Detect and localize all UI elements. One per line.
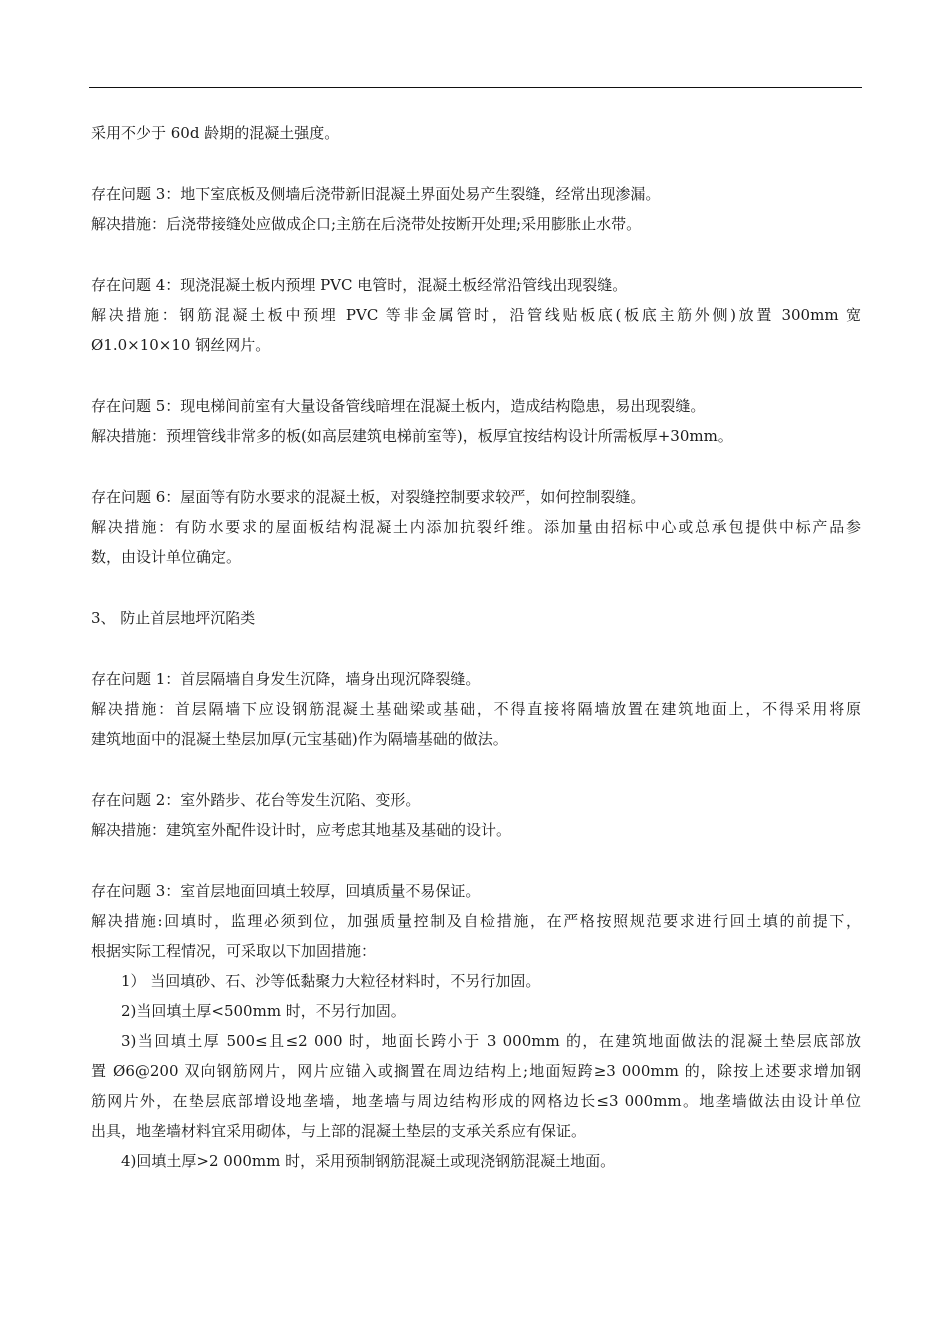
solution-6-line-2: 数，由设计单位确定。 <box>91 548 242 566</box>
solution-4-line-2: Ø1.0×10×10 钢丝网片。 <box>91 336 271 354</box>
floor-solution-1-line-1: 解决措施：首层隔墙下应设钢筋混凝土基础梁或基础，不得直接将隔墙放置在建筑地面上，不得采用将原 <box>91 700 861 718</box>
measure-3-line-2: 置 Ø6@200 双向钢筋网片，网片应锚入或搁置在周边结构上;地面短跨≥3 000mm 的，除按上述要求增加钢 <box>91 1062 861 1080</box>
floor-problem-2-line: 存在问题 2：室外踏步、花台等发生沉陷、变形。 <box>91 791 421 809</box>
solution-3-basement-line: 解决措施：后浇带接缝处应做成企口;主筋在后浇带处按断开处理;采用膨胀止水带。 <box>91 215 642 233</box>
document-body <box>91 118 861 1176</box>
solution-4-line-1: 解决措施：钢筋混凝土板中预埋 PVC 等非金属管时，沿管线贴板底(板底主筋外侧)放置 300mm 宽 <box>91 306 861 324</box>
floor-solution-2-line: 解决措施：建筑室外配件设计时，应考虑其地基及基础的设计。 <box>91 821 512 839</box>
header-rule <box>89 87 862 88</box>
floor-solution-3-line-1: 解决措施:回填时，监理必须到位，加强质量控制及自检措施，在严格按照规范要求进行回土填的前提下， <box>91 912 861 930</box>
problem-4-line: 存在问题 4：现浇混凝土板内预埋 PVC 电管时，混凝土板经常沿管线出现裂缝。 <box>91 276 628 294</box>
problem-6-line: 存在问题 6：屋面等有防水要求的混凝土板，对裂缝控制要求较严，如何控制裂缝。 <box>91 488 646 506</box>
measure-2-line: 2)当回填土厚<500mm 时，不另行加固。 <box>121 1002 406 1020</box>
floor-solution-3-line-2: 根据实际工程情况，可采取以下加固措施： <box>91 942 377 960</box>
problem-3-basement-line: 存在问题 3：地下室底板及侧墙后浇带新旧混凝土界面处易产生裂缝，经常出现渗漏。 <box>91 185 661 203</box>
measure-3-line-3: 筋网片外，在垫层底部增设地垄墙，地垄墙与周边结构形成的网格边长≤3 000mm。地垄墙做法由设计单位 <box>91 1092 861 1110</box>
measure-1-line: 1） 当回填砂、石、沙等低黏聚力大粒径材料时，不另行加固。 <box>121 972 541 990</box>
measure-4-line: 4)回填土厚>2 000mm 时，采用预制钢筋混凝土或现浇钢筋混凝土地面。 <box>121 1152 616 1170</box>
floor-solution-1-line-2: 建筑地面中的混凝土垫层加厚(元宝基础)作为隔墙基础的做法。 <box>91 730 508 748</box>
solution-6-line-1: 解决措施：有防水要求的屋面板结构混凝土内添加抗裂纤维。添加量由招标中心或总承包提供中标产品参 <box>91 518 861 536</box>
measure-3-line-1: 3)当回填土厚 500≤且≤2 000 时，地面长跨小于 3 000mm 的，在建筑地面做法的混凝土垫层底部放 <box>121 1032 861 1050</box>
floor-problem-1-line: 存在问题 1：首层隔墙自身发生沉降，墙身出现沉降裂缝。 <box>91 670 481 688</box>
section-heading: 3、 防止首层地坪沉陷类 <box>91 609 256 627</box>
problem-5-line: 存在问题 5：现电梯间前室有大量设备管线暗埋在混凝土板内，造成结构隐患，易出现裂缝。 <box>91 397 706 415</box>
paragraph-line: 采用不少于 60d 龄期的混凝土强度。 <box>91 124 340 142</box>
solution-5-line: 解决措施：预埋管线非常多的板(如高层建筑电梯前室等)，板厚宜按结构设计所需板厚+30mm。 <box>91 427 733 445</box>
measure-3-line-4: 出具，地垄墙材料宜采用砌体，与上部的混凝土垫层的支承关系应有保证。 <box>91 1122 587 1140</box>
floor-problem-3-line: 存在问题 3：室首层地面回填土较厚，回填质量不易保证。 <box>91 882 481 900</box>
